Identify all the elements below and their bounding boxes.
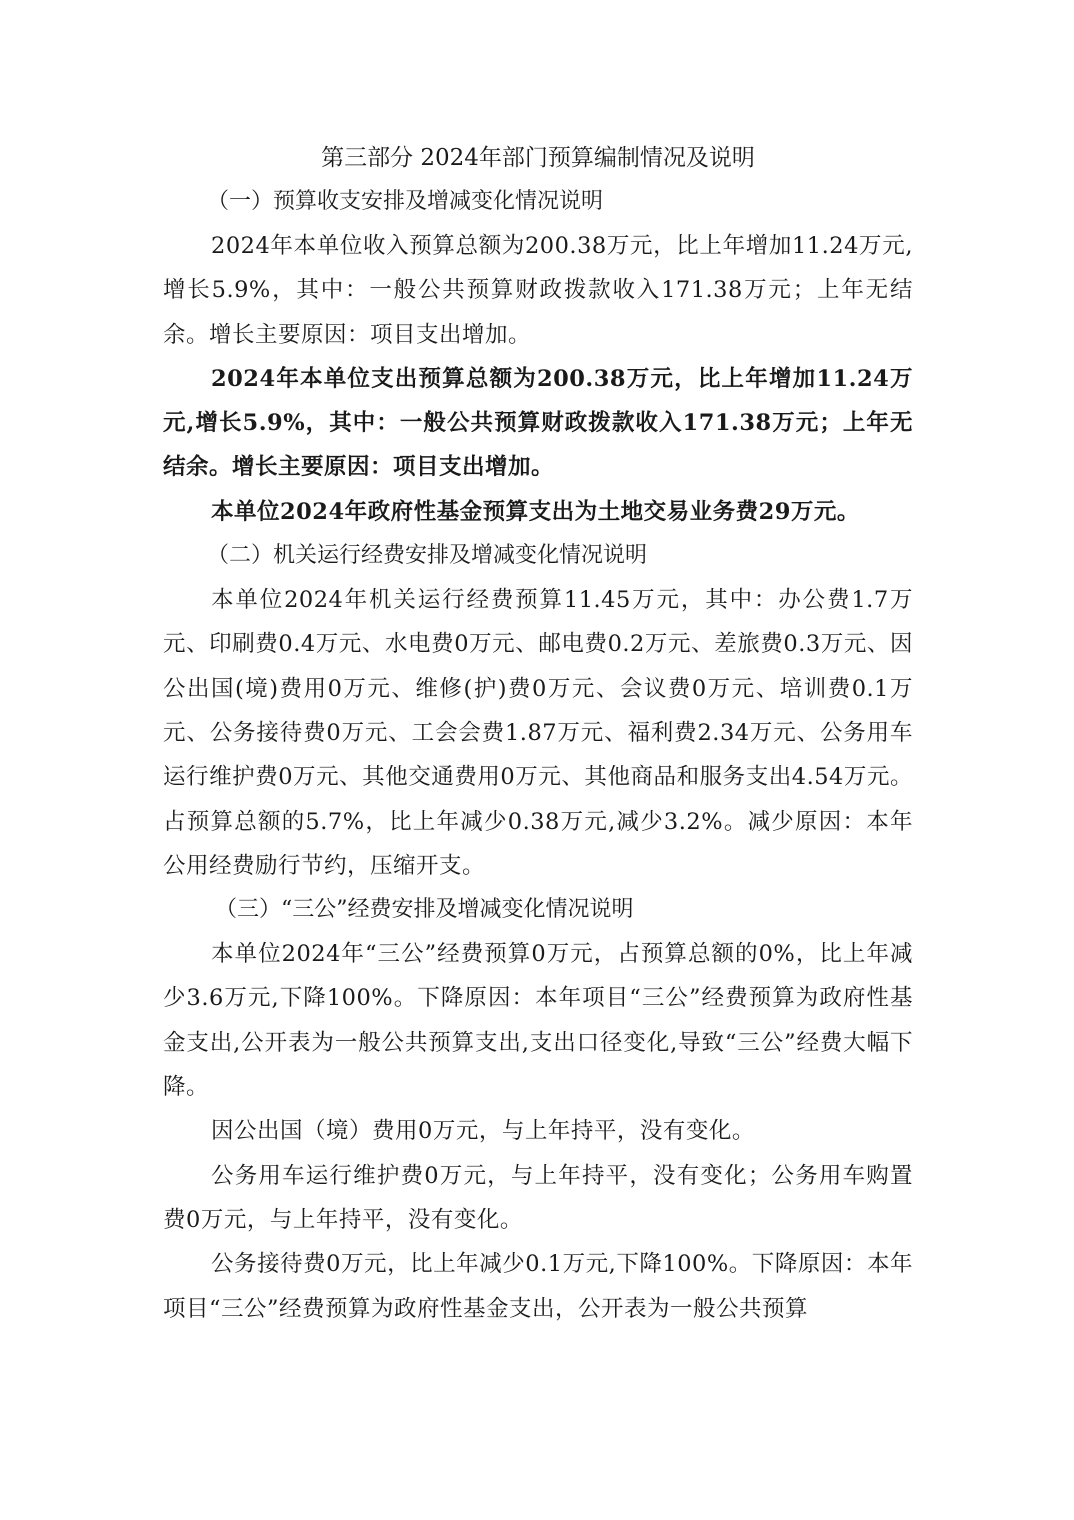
- paragraph-official-reception: 公务接待费0万元，比上年减少0.1万元,下降100%。下降原因：本年项目“三公”经费预算为政府性基金支出，公开表为一般公共预算: [163, 1251, 913, 1322]
- section-heading-operating-expenses: （二）机关运行经费安排及增减变化情况说明: [207, 543, 648, 569]
- paragraph-expenditure-budget: 2024年本单位支出预算总额为200.38万元，比上年增加11.24万元,增长5.9%，其中：一般公共预算财政拨款收入171.38万元；上年无结余。增长主要原因：项目支出增加。: [163, 365, 913, 481]
- paragraph-operating-expenses-detail: 本单位2024年机关运行经费预算11.45万元，其中：办公费1.7万元、印刷费0.4万元、水电费0万元、邮电费0.2万元、差旅费0.3万元、因公出国(境)费用0万元、维修(护)费0万元、会议费0万元、培训费0.1万元、公务接待费0万元、工会会费1.87万元、福利费2.34万元、公务用车运行维护费0万元、其他交通费用0万元、其他商品和服务支出4.54万元。占预算总额的5.7%，比上年减少0.38万元,减少3.2%。减少原因：本年公用经费励行节约，压缩开支。: [163, 587, 913, 879]
- paragraph-overseas-travel: 因公出国（境）费用0万元，与上年持平，没有变化。: [211, 1118, 755, 1145]
- section-heading-budget-income-expenditure: （一）预算收支安排及增减变化情况说明: [207, 189, 604, 214]
- paragraph-income-budget: 2024年本单位收入预算总额为200.38万元，比上年增加11.24万元,增长5.9%，其中：一般公共预算财政拨款收入171.38万元；上年无结余。增长主要原因：项目支出增加。: [163, 233, 913, 348]
- paragraph-official-vehicles: 公务用车运行维护费0万元，与上年持平，没有变化；公务用车购置费0万元，与上年持平，没有变化。: [163, 1162, 913, 1233]
- paragraph-three-public-summary: 本单位2024年“三公”经费预算0万元，占预算总额的0%，比上年减少3.6万元,下降100%。下降原因：本年项目“三公”经费预算为政府性基金支出,公开表为一般公共预算支出,支出口径变化,导致“三公”经费大幅下降。: [163, 941, 913, 1101]
- document-title: 第三部分 2024年部门预算编制情况及说明: [321, 145, 755, 171]
- document-body: [163, 136, 913, 1331]
- section-heading-three-public-expenses: （三）“三公”经费安排及增减变化情况说明: [215, 897, 634, 923]
- paragraph-government-fund-budget: 本单位2024年政府性基金预算支出为土地交易业务费29万元。: [211, 498, 860, 525]
